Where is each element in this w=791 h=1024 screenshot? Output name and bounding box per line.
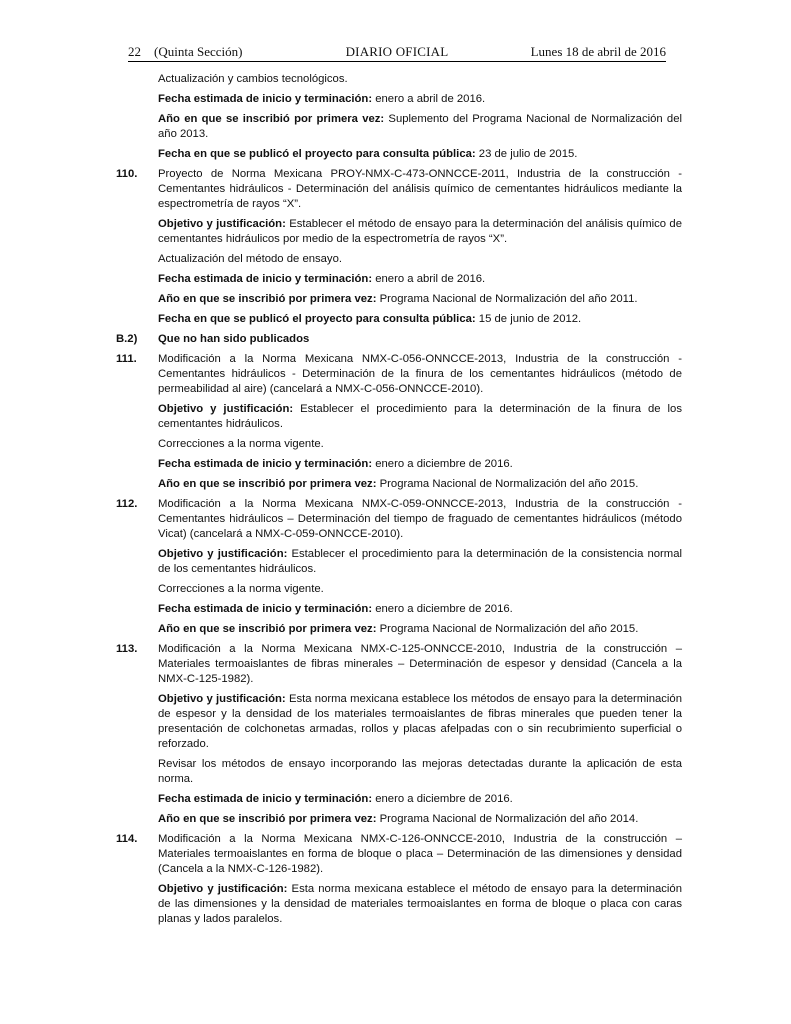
field-label: Fecha estimada de inicio y terminación:	[158, 603, 373, 615]
page-header	[128, 44, 666, 60]
field-value: enero a diciembre de 2016.	[375, 793, 513, 805]
item-title: Modificación a la Norma Mexicana NMX-C-059-ONNCCE-2013, Industria de la construcción - Cementantes hidráulicos – Determinación del tiempo de fraguado de cementantes hidráulicos (método Vicat) (cancelará a NMX-C-059-ONNCCE-2010).	[158, 498, 682, 540]
field-value: Establecer el procedimiento para la determinación de la finura de los cementantes hidráulicos.	[158, 403, 682, 430]
field-label: Año en que se inscribió por primera vez:	[158, 623, 377, 635]
list-item	[116, 352, 682, 397]
field-value: Suplemento del Programa Nacional de Normalización del año 2013.	[158, 113, 682, 140]
field-value: enero a diciembre de 2016.	[375, 603, 513, 615]
list-item	[116, 497, 682, 542]
list-item	[116, 832, 682, 877]
publication-date: Lunes 18 de abril de 2016	[530, 44, 666, 59]
paragraph	[158, 312, 682, 327]
item-title: Modificación a la Norma Mexicana NMX-C-125-ONNCCE-2010, Industria de la construcción – Materiales termoaislantes de fibras minerales – Determinación de espesor y densidad (Cancela a la NMX-C-125-1982).	[158, 643, 682, 685]
paragraph	[158, 477, 682, 492]
field-value: Programa Nacional de Normalización del año 2014.	[379, 813, 639, 825]
item-title: Modificación a la Norma Mexicana NMX-C-126-ONNCCE-2010, Industria de la construcción – Materiales termoaislantes en forma de bloque o placa – Determinación de las dimensiones y densidad (Cancela a la NMX-C-126-1982).	[158, 833, 682, 875]
paragraph: Correcciones a la norma vigente.	[158, 583, 324, 595]
field-value: enero a diciembre de 2016.	[375, 458, 513, 470]
item-number: 112.	[116, 498, 138, 510]
field-label: Fecha en que se publicó el proyecto para consulta pública:	[158, 148, 476, 160]
item-number: 110.	[116, 168, 138, 180]
field-label: Fecha estimada de inicio y terminación:	[158, 793, 373, 805]
paragraph: Actualización y cambios tecnológicos.	[158, 73, 348, 85]
field-value: Programa Nacional de Normalización del año 2015.	[379, 623, 639, 635]
field-label: Objetivo y justificación:	[158, 218, 286, 230]
field-value: enero a abril de 2016.	[375, 93, 486, 105]
paragraph	[158, 402, 682, 432]
section-number: B.2)	[116, 333, 138, 345]
field-label: Año en que se inscribió por primera vez:	[158, 113, 385, 125]
paragraph	[158, 622, 682, 637]
page-number: 22	[128, 44, 141, 59]
field-value: enero a abril de 2016.	[375, 273, 486, 285]
item-number: 114.	[116, 833, 138, 845]
section-heading	[116, 332, 682, 347]
field-value: Programa Nacional de Normalización del año 2015.	[379, 478, 639, 490]
paragraph: Correcciones a la norma vigente.	[158, 438, 324, 450]
field-label: Objetivo y justificación:	[158, 693, 286, 705]
paragraph	[158, 792, 682, 807]
list-item	[116, 167, 682, 212]
field-label: Año en que se inscribió por primera vez:	[158, 293, 377, 305]
document-body	[116, 72, 682, 932]
item-title: Modificación a la Norma Mexicana NMX-C-056-ONNCCE-2013, Industria de la construcción - Cementantes hidráulicos - Determinación de la finura de los cementantes hidráulicos (método de permeabilidad al aire) (cancelará a NMX-C-056-ONNCCE-2010).	[158, 353, 682, 395]
field-label: Objetivo y justificación:	[158, 403, 294, 415]
field-label: Fecha en que se publicó el proyecto para consulta pública:	[158, 313, 476, 325]
field-label: Año en que se inscribió por primera vez:	[158, 813, 377, 825]
field-label: Fecha estimada de inicio y terminación:	[158, 458, 373, 470]
paragraph	[158, 147, 682, 162]
field-label: Fecha estimada de inicio y terminación:	[158, 93, 373, 105]
section-label: (Quinta Sección)	[154, 44, 243, 59]
paragraph	[158, 112, 682, 142]
paragraph	[158, 882, 682, 927]
field-label: Objetivo y justificación:	[158, 548, 288, 560]
field-value: 15 de junio de 2012.	[478, 313, 582, 325]
paragraph	[158, 92, 682, 107]
paragraph	[158, 217, 682, 247]
item-number: 111.	[116, 353, 137, 365]
paragraph	[158, 692, 682, 752]
paragraph: Actualización del método de ensayo.	[158, 253, 343, 265]
field-value: Establecer el procedimiento para la determinación de la consistencia normal de los cementantes hidráulicos.	[158, 548, 682, 575]
field-value: Esta norma mexicana establece el método de ensayo para la determinación de las dimensiones y la densidad de materiales termoaislantes en forma de bloque o placa con caras planas y lados paralelos.	[158, 883, 682, 925]
paragraph	[158, 457, 682, 472]
field-value: Establecer el método de ensayo para la determinación del análisis químico de cementantes hidráulicos por medio de la espectrometría de rayos “X”.	[158, 218, 682, 245]
publication-title: DIARIO OFICIAL	[345, 44, 449, 59]
list-item	[116, 642, 682, 687]
item-title: Proyecto de Norma Mexicana PROY-NMX-C-473-ONNCCE-2011, Industria de la construcción - Cementantes hidráulicos - Determinación del análisis químico de cementantes hidráulicos mediante la espectrometría de rayos “X”.	[158, 168, 682, 210]
paragraph: Revisar los métodos de ensayo incorporando las mejoras detectadas durante la aplicación de esta norma.	[158, 758, 682, 785]
paragraph	[158, 292, 682, 307]
field-label: Fecha estimada de inicio y terminación:	[158, 273, 373, 285]
field-label: Año en que se inscribió por primera vez:	[158, 478, 377, 490]
field-value: 23 de julio de 2015.	[478, 148, 578, 160]
field-value: Esta norma mexicana establece los métodos de ensayo para la determinación de espesor y la densidad de los materiales termoaislantes de fibras minerales que pueden tener la presentación de colchonetas armadas, rollos y placas afelpadas con o sin recubrimiento superficial o reforzado.	[158, 693, 682, 750]
header-rule	[128, 61, 666, 62]
paragraph	[158, 602, 682, 617]
section-title: Que no han sido publicados	[158, 333, 310, 345]
paragraph	[158, 547, 682, 577]
field-label: Objetivo y justificación:	[158, 883, 288, 895]
paragraph	[158, 812, 682, 827]
field-value: Programa Nacional de Normalización del año 2011.	[379, 293, 638, 305]
paragraph	[158, 272, 682, 287]
item-number: 113.	[116, 643, 138, 655]
